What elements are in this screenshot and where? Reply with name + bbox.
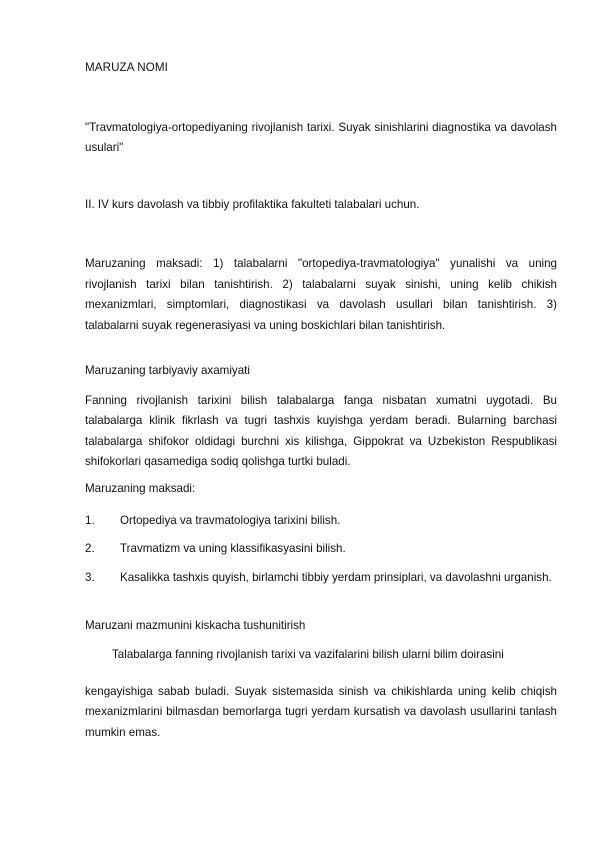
summary-body: kengayishiga sabab buladi. Suyak sistemasida sinish va chikishlarda uning kelib chiqish mexanizmlarini bilmasdan bemorlarga tugri yerdam kursatish va davolash usullarini tanlash mumkin emas. (85, 685, 557, 739)
summary-first-line: Talabalarga fanning rivojlanish tarixi va vazifalarini bilish ularni bilim doirasini (112, 648, 504, 661)
list-text: Kasalikka tashxis quyish, birlamchi tibbiy yerdam prinsiplari, va davolashni urganish. (120, 571, 552, 584)
summary-title: Maruzani mazmunini kiskacha tushunitirish (85, 619, 306, 632)
goal-list-item (85, 539, 557, 559)
educational-body: Fanning rivojlanish tarixini bilish talabalarga fanga nisbatan xumatni uygotadi. Bu talabalarga klinik fikrlash va tugri tashxis kuyishga yerdam beradi. Bularning barchasi talabalarga shifokor oldidagi burchni xis kilishga, Gippokrat va Uzbekiston Respublikasi shifokorlari qasamediga sodiq qolishga turtki buladi. (85, 394, 557, 469)
list-number: 1. (85, 514, 95, 527)
goal-list-item (85, 568, 557, 588)
list-number: 3. (85, 571, 95, 584)
lecture-heading: MARUZA NOMI (85, 61, 168, 74)
goal-list-item (85, 511, 557, 531)
lecture-topic: "Travmatologiya-ortopediyaning rivojlanish tarixi. Suyak sinishlarini diagnostika va davolash usulari" (85, 121, 557, 154)
educational-title: Maruzaning tarbiyaviy axamiyati (85, 364, 250, 377)
course-line: II. IV kurs davolash va tibbiy profilaktika fakulteti talabalari uchun. (85, 198, 420, 211)
list-text: Ortopediya va travmatologiya tarixini bilish. (120, 514, 341, 527)
goals-title: Maruzaning maksadi: (85, 482, 196, 495)
goal-paragraph: Maruzaning maksadi: 1) talabalarni "ortopediya-travmatologiya" yunalishi va uning rivojlanish tarixi bilan tanishtirish. 2) talabalarni suyak sinishi, uning kelib chikish mexanizmlari, simptomlari, diagnostikasi va davolash usullari bilan tanishtirish. 3) talabalarni suyak regenerasiyasi va uning boskichlari bilan tanishtirish. (85, 257, 557, 332)
list-text: Travmatizm va uning klassifikasyasini bilish. (120, 542, 346, 555)
list-number: 2. (85, 542, 95, 555)
